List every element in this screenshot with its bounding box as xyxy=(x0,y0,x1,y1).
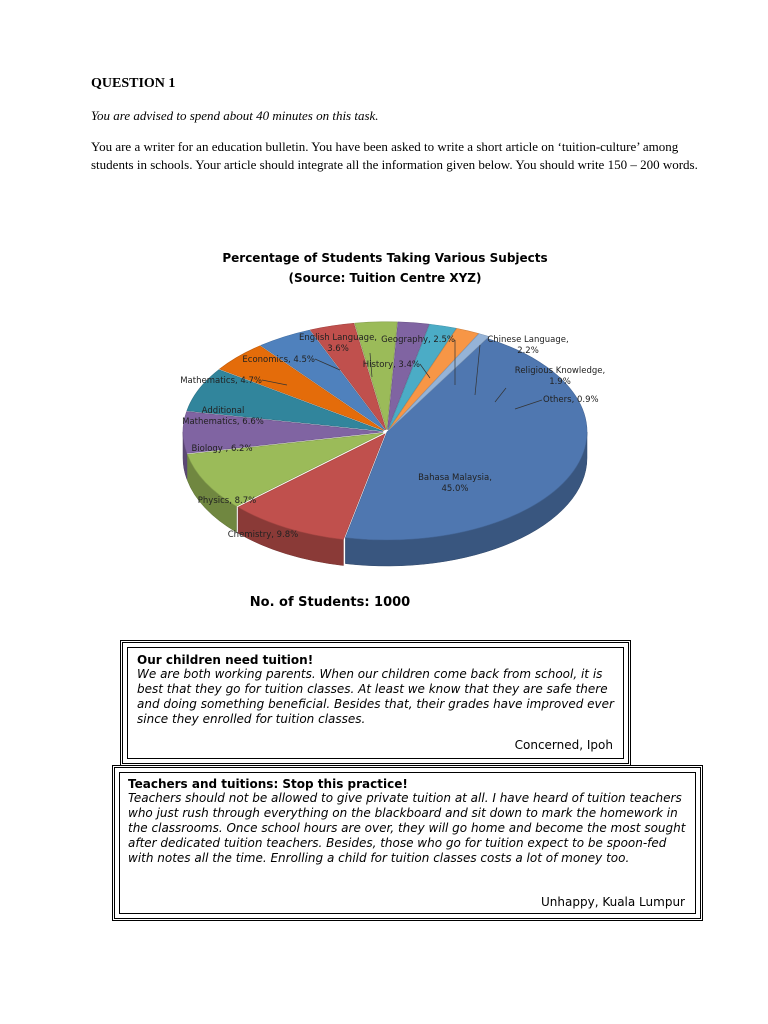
letter-heading: Teachers and tuitions: Stop this practice! xyxy=(128,777,408,791)
slice-label: History, 3.4% xyxy=(362,360,420,370)
letter-signature: Unhappy, Kuala Lumpur xyxy=(541,895,685,909)
chart-title: Percentage of Students Taking Various Subjects xyxy=(222,251,548,265)
slice-label: Others, 0.9% xyxy=(543,395,599,405)
pie-svg xyxy=(150,285,620,635)
slice-label: Additional Mathematics, 6.6% xyxy=(182,406,264,427)
question-title: QUESTION 1 xyxy=(91,76,176,91)
task-instructions: You are a writer for an education bulletin. You have been asked to write a short article on ‘tuition-culture’ among students in schools. Your article should integrate all the information given below. You should write 150 – 200 words. xyxy=(91,139,698,172)
letter-signature: Concerned, Ipoh xyxy=(514,738,613,752)
letter-card xyxy=(120,640,631,766)
chart-footer: No. of Students: 1000 xyxy=(249,595,411,610)
slice-label: Geography, 2.5% xyxy=(381,335,455,345)
slice-label: Physics, 8.7% xyxy=(197,496,257,506)
letter-frame xyxy=(119,772,696,914)
letter-body: Teachers should not be allowed to give private tuition at all. I have heard of tuition teachers who just rush through everything on the blackboard and sit down to mark the homework in the classrooms. Once school hours are over, they will go home and become the most sought after dedicated tuition teachers. Besides, those who go for tuition expect to be spoon-fed with notes all the time. Enrolling a child for tuition classes costs a lot of money too. xyxy=(128,791,686,865)
letter-heading: Our children need tuition! xyxy=(137,653,314,667)
letter-frame xyxy=(127,647,624,759)
slice-label: Economics, 4.5% xyxy=(242,355,315,365)
pie-chart xyxy=(150,245,620,625)
letter-card xyxy=(112,765,703,921)
slice-label: English Language, 3.6% xyxy=(298,333,378,354)
slice-label: Mathematics, 4.7% xyxy=(180,376,262,386)
slice-label: Bahasa Malaysia, 45.0% xyxy=(418,473,492,494)
slice-label: Chemistry, 9.8% xyxy=(227,530,299,540)
letter-body: We are both working parents. When our children come back from school, it is best that they go for tuition classes. At least we know that they are safe there and doing something beneficial. Besides that, their grades have improved ever since they enrolled for tuition classes. xyxy=(137,667,614,726)
slice-label: Religious Knowledge, 1.9% xyxy=(514,366,606,387)
slice-label: Biology , 6.2% xyxy=(191,444,253,454)
time-advice: You are advised to spend about 40 minutes on this task. xyxy=(91,108,379,123)
slice-label: Chinese Language, 2.2% xyxy=(487,335,569,356)
chart-subtitle: (Source: Tuition Centre XYZ) xyxy=(288,271,482,285)
